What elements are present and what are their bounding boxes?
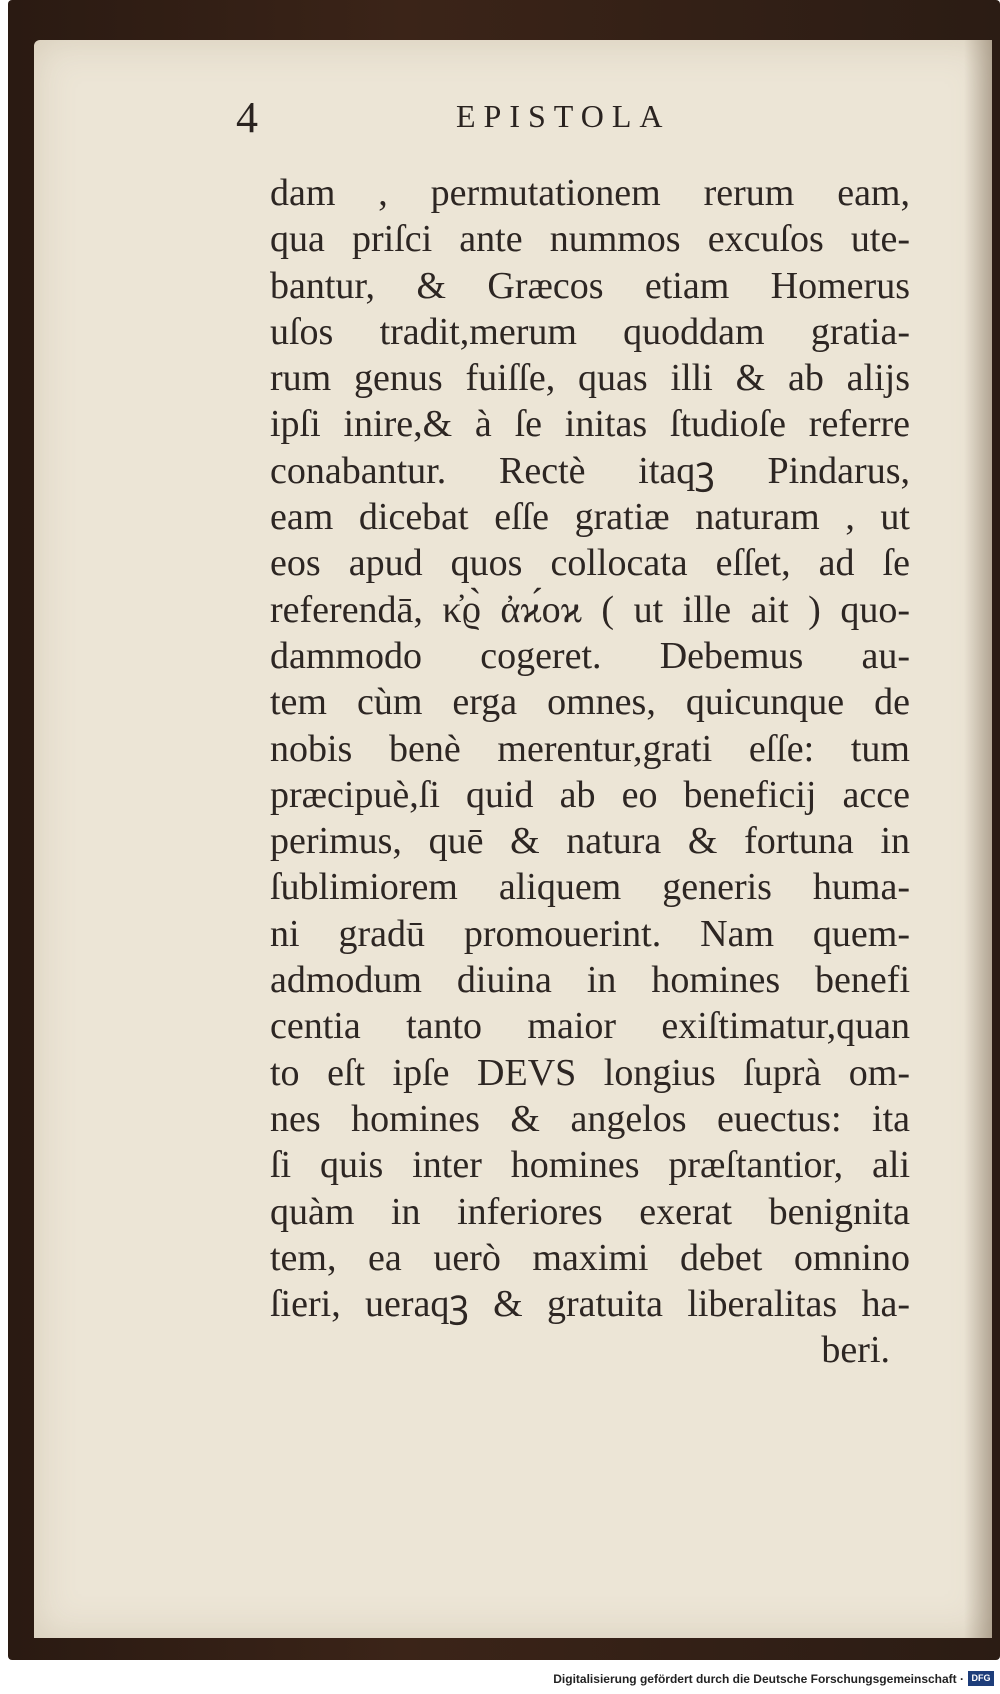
funding-credit: Digitalisierung gefördert durch die Deutsche Forschungsgemeinschaft · xyxy=(553,1672,964,1686)
page-gutter-shadow xyxy=(964,40,992,1638)
text-line: præcipuè,ſi quid ab eo beneficij acce xyxy=(270,773,910,816)
text-line: nobis benè merentur,grati eſſe: tum xyxy=(270,727,910,770)
text-line: tem, ea uerò maximi debet omnino xyxy=(270,1236,910,1279)
text-line: conabantur. Rectè itaqꝫ Pindarus, xyxy=(270,449,910,492)
text-line: centia tanto maior exiſtimatur,quan xyxy=(270,1005,910,1048)
text-line: eos apud quos collocata eſſet, ad ſe xyxy=(270,542,910,585)
text-line: bantur, & Græcos etiam Homerus xyxy=(270,264,910,307)
page-number: 4 xyxy=(236,93,258,142)
text-line: dam , permutationem rerum eam, xyxy=(270,172,910,214)
text-line: ſieri, ueraqꝫ & gratuita liberalitas ha- xyxy=(270,1283,910,1326)
catchword: beri. xyxy=(821,1329,890,1372)
page-header xyxy=(236,92,736,152)
text-line: nes homines & angelos euectus: ita xyxy=(270,1097,910,1140)
text-line: to eſt ipſe DEVS longius ſuprà om- xyxy=(270,1051,910,1094)
running-head: EPISTOLA xyxy=(456,98,671,134)
text-line: dammodo cogeret. Debemus au- xyxy=(270,634,910,677)
text-line: ni gradū promouerint. Nam quem- xyxy=(270,912,910,955)
footer-bar xyxy=(0,1668,1000,1694)
body-text xyxy=(270,170,910,1373)
text-line: ſi quis inter homines præſtantior, ali xyxy=(270,1144,910,1187)
text-line: ipſi inire,& à ſe initas ſtudioſe referre xyxy=(270,403,910,446)
text-line: quàm in inferiores exerat benignita xyxy=(270,1190,910,1233)
dfg-logo-icon: DFG xyxy=(968,1671,994,1686)
text-line: qua priſci ante nummos excuſos ute- xyxy=(270,218,910,261)
text-line: rum genus fuiſſe, quas illi & ab alijs xyxy=(270,357,910,400)
text-line: eam dicebat eſſe gratiæ naturam , ut xyxy=(270,496,910,539)
text-line: ſublimiorem aliquem generis huma- xyxy=(270,866,910,909)
text-line: uſos tradit,merum quoddam gratia- xyxy=(270,310,910,353)
text-line: admodum diuina in homines benefi xyxy=(270,959,910,1002)
text-line: perimus, quē & natura & fortuna in xyxy=(270,820,910,863)
text-line: referendā, κ̓ϱ̀ ἀϰ́οϰ ( ut ille ait ) quo- xyxy=(270,588,910,631)
text-line: tem cùm erga omnes, quicunque de xyxy=(270,681,910,724)
